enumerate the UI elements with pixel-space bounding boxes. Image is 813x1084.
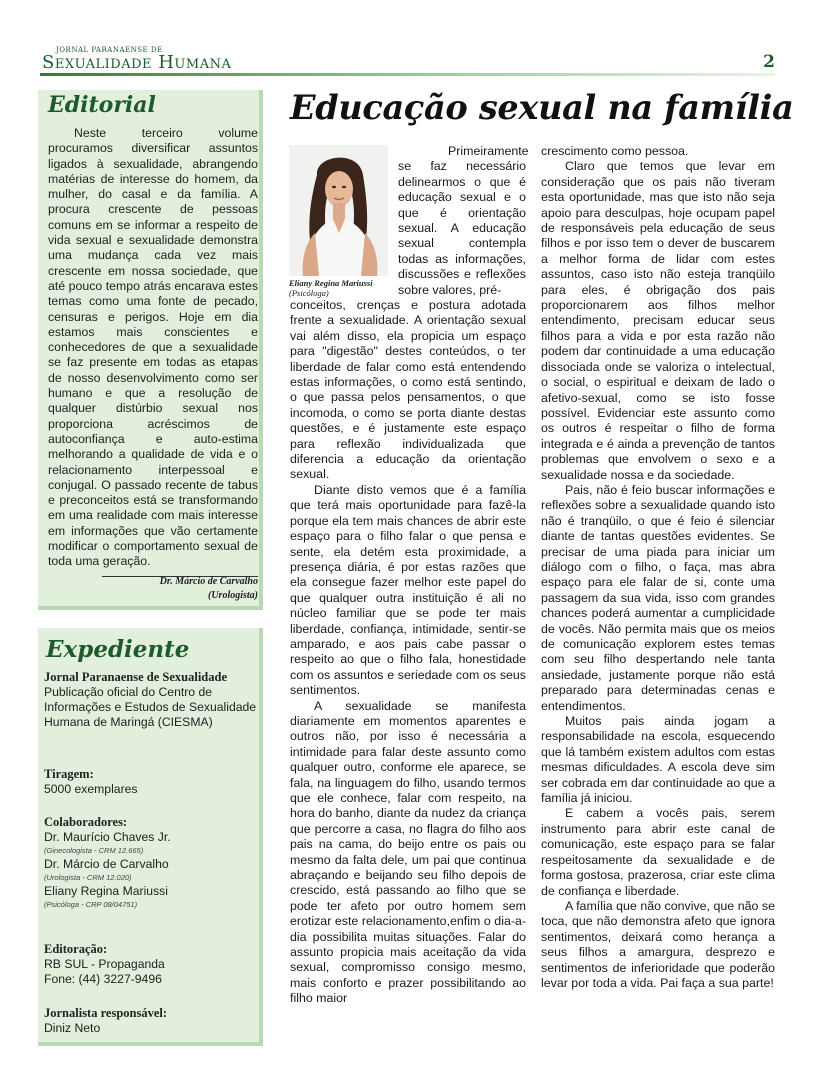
signature-name: Dr. Márcio de Carvalho [159,576,258,587]
tiragem-value: 5000 exemplares [44,782,138,796]
colaborador-role: (Psicóloga - CRP 08/04751) [44,900,138,909]
editoracao-label: Editoração: [44,942,108,956]
publisher-description: Publicação oficial do Centro de Informações e Estudos de Sexualidade Humana de Maringá (CIESMA) [44,685,257,729]
article-paragraph: conceitos, crenças e postura adotada frente a sexualidade. A orientação sexual vai além disso, ela propicia um espaço para "digestão" destes conteúdos, o ter liberdade de falar como está entendendo estas informações, o como está sentindo, o que passa pelos pensamentos, o que incomoda, o como se porta diante destas questões, e é justamente este espaço para reflexão individualizada que diferencia a educação da orientação sexual. [290,298,526,482]
tiragem-label: Tiragem: [44,767,94,781]
page-header [0,0,813,82]
article-paragraph: Primeiramente se faz necessário delinearmos o que é educação sexual e o que é orientação sexual. A educação sexual contempla todas as informações, discussões e reflexões sobre valores, pré- [398,144,529,297]
editoracao-phone: Fone: (44) 3227-9496 [44,972,162,986]
article-paragraph: A família que não convive, que não se toca, que não demonstra afeto que ignora sentimentos, deixará como herança a seus filhos a amargura, desprezo e sentimentos de inferioridade que poderão levar por toda a vida. Pai faça a sua parte! [541,898,775,990]
colaborador-role: (Urologista - CRM 12.020) [44,873,132,882]
colaboradores-block [44,815,259,911]
photo-caption-role: (Psicóloga) [289,288,329,298]
jornalista-block [44,1006,259,1036]
article-paragraph: E cabem a vocês pais, serem instrumento para abrir este canal de comunicação, este espaço para se falar respeitosamente da sexualidade e de forma gostosa, prazerosa, criar este clima de confiança e liberdade. [541,806,775,898]
jornalista-value: Diniz Neto [44,1021,101,1035]
colaborador-name: Dr. Maurício Chaves Jr. [44,830,171,844]
article-paragraph: Diante disto vemos que é a família que terá mais oportunidade para fazê-la porque ela tem mais chances de abrir este espaço para o filho falar o que pensa e sente, ela detém esta proximidade, a presença diária, é por estas razões que ela consegue fazer melhor este papel do que qualquer outra instituição é ali no núcleo familiar que se pode ter mais liberdade, confiança, intimidade, sentir-se amparado, e aos pais cabe passar o respeito ao que o filho fala, honestidade com os assuntos e seriedade com os seus sentimentos. [290,482,526,698]
article-paragraph: Claro que temos que levar em consideração que os pais não tiveram esta oportunidade, mas que isto não seja apoio para desculpas, hoje ocupam papel de responsáveis pela educação de seus filhos e por isso tem o dever de buscarem a melhor forma de lidar com estes assuntos, caso isto não esteja tranqüilo para eles, é obrigação dos pais proporcionarem aos filhos melhor entendimento, precisam educar seus filhos para a vida e por esta razão não podem dar continuidade a uma educação dissociada onde se valoriza o intelectual, o social, o espiritual e deixam de lado o afetivo-sexual, como se isto fosse possível. Evidenciar este assunto como os outros é respeitar o filho de forma integrada e é ainda a prevenção de tantos problemas que envolvem o sexo e a sexualidade nossa e da sociedade. [541,159,775,482]
article-title: Educação sexual na família [290,88,794,127]
tiragem-block [44,767,259,797]
publisher-block [44,670,259,730]
page-number: 2 [763,52,775,72]
article-paragraph: crescimento como pessoa. [541,144,689,158]
colaborador-name: Eliany Regina Mariussi [44,884,168,898]
article-paragraph: A sexualidade se manifesta diariamente em momentos aparentes e outros não, por isso é necessária a intimidade para falar deste assunto como qualquer outro, conforme ele aparece, se fala, na linguagem do filho, usando termos que ele conhece, falar com respeito, na hora do banho, diante da nudez da criança que percorre a casa, no flagra do filho aos pais na cama, do beijo entre os pais ou mesmo da falta dele, um pai que continua abraçando e beijando seu filho depois de crescido, está passando ao filho que se pode ter afeto por outro homem sem erotizar este relacionamento,enfim o dia-a-dia possibilita muitas situações. Falar do assunto propicia mais aceitação da vida sexual, compromisso consigo mesmo, mais conforto e prazer possibilitando ao filho maior [290,698,526,1006]
photo-caption-name: Eliany Regina Mariussi [289,278,373,288]
colaboradores-label: Colaboradores: [44,815,128,829]
header-divider [40,73,775,76]
colaborador-role: (Ginecologista - CRM 12.665) [44,846,144,855]
colaborador-name: Dr. Márcio de Carvalho [44,857,169,871]
editorial-text: Neste terceiro volume procuramos diversificar assuntos ligados à sexualidade, abrangendo matérias de interesse do homem, da mulher, do casal e da família. A procura crescente de pessoas comuns em se informar a respeito de vida sexual e sexualidade demonstra uma mudança cada vez mais crescente em nossa sociedade, que até pouco tempo atrás encarava estes temas como uma fonte de pecado, censuras e perigos. Hoje em dia estamos mais conscientes e conhecedores de que a sexualidade se faz presente em todas as etapas de nosso desenvolvimento como ser humano e que a resolução de qualquer distúrbio sexual nos proporciona acréscimos de autoconfiança e auto-estima melhorando a qualidade de vida e o relacionamento interpessoal e conjugal. O passado recente de tabus e preconceitos está se transformando em uma realidade com mais interesse em informações que vão certamente modificar o comportamento sexual de toda uma geração. [48,126,258,569]
woman-portrait-image [289,145,388,276]
publisher-name: Jornal Paranaense de Sexualidade [44,670,227,684]
article-column-2 [541,144,775,991]
expediente-title: Expediente [46,636,190,663]
editorial-title: Editorial [48,92,156,118]
article-paragraph: Pais, não é feio buscar informações e reflexões sobre a sexualidade quando isto não é tranqüilo, o que é feio é silenciar diante de tantas questões evidentes. Se precisar de uma piada para iniciar um diálogo com o filho, o faça, mas abra espaço para ele falar de si, conte uma passagem da sua vida, isso com grandes chances poderá aumentar a cumplicidade de vocês. Não permita mais que os meios de comunicação explorem estes temas com seu filho despertando nele tanta ansiedade, justamente porque não está preparado para determinadas cenas e entendimentos. [541,482,775,713]
article-column-1 [290,298,526,1007]
author-photo [289,145,388,276]
brand-small-text: JORNAL PARANAENSE DE [56,46,163,54]
jornalista-label: Jornalista responsável: [44,1006,168,1020]
article-paragraph: Muitos pais ainda jogam a responsabilidade na escola, esquecendo que lá também existem adultos com estas mesmas dificuldades. A escola deve sim ser cobrada em dar continuidade ao que a família já iniciou. [541,714,775,806]
editoracao-value: RB SUL - Propaganda [44,957,165,971]
editoracao-block [44,942,259,987]
photo-caption [289,278,399,298]
article-column-wrap [398,144,529,298]
signature-role: (Urologista) [208,590,258,601]
brand-logo-text: Sexualidade Humana [42,52,232,73]
